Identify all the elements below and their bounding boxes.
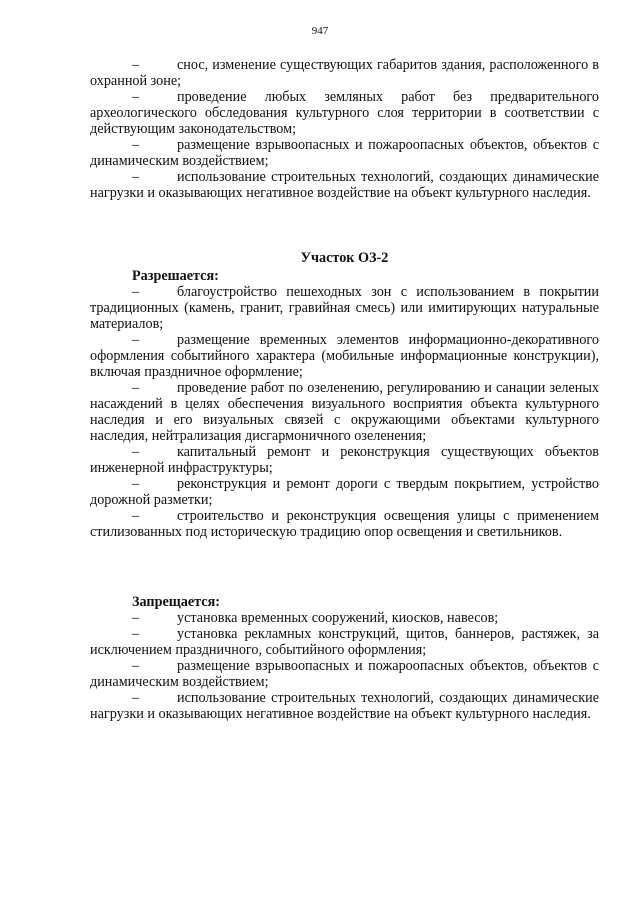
list-item-text: использование строительных технологий, создающих динамические нагрузки и оказывающих негативное воздействие на объект культурного наследия. xyxy=(90,690,599,722)
list-item xyxy=(90,444,599,476)
dash-marker: – xyxy=(132,444,140,460)
list-item-text: установка рекламных конструкций, щитов, баннеров, растяжек, за исключением праздничного, событийного оформления; xyxy=(90,626,599,658)
list-item-text: капитальный ремонт и реконструкция существующих объектов инженерной инфраструктуры; xyxy=(90,444,599,476)
list-item xyxy=(90,626,599,658)
dash-marker: – xyxy=(132,658,140,674)
section-block xyxy=(90,250,599,266)
list-item xyxy=(90,476,599,508)
dash-marker: – xyxy=(132,169,140,185)
list-item-text: реконструкция и ремонт дороги с твердым покрытием, устройство дорожной разметки; xyxy=(90,476,599,508)
list-item-text: снос, изменение существующих габаритов здания, расположенного в охранной зоне; xyxy=(90,57,599,89)
dash-marker: – xyxy=(132,89,140,105)
list-item xyxy=(90,332,599,380)
forbidden-block xyxy=(90,594,599,722)
page-number: 947 xyxy=(311,25,329,37)
dash-marker: – xyxy=(132,626,140,642)
dash-marker: – xyxy=(132,610,140,626)
list-item xyxy=(90,169,599,201)
list-item-text: проведение работ по озеленению, регулированию и санации зеленых насаждений в целях обеспечения визуального восприятия объекта культурного наследия и его визуальных связей с окружающими объектами культурного наследия, нейтрализация дисгармоничного озеленения; xyxy=(90,380,599,444)
dash-marker: – xyxy=(132,508,140,524)
list-item xyxy=(90,89,599,137)
dash-marker: – xyxy=(132,57,140,73)
list-item-text: размещение взрывоопасных и пожароопасных объектов, объектов с динамическим воздействием; xyxy=(90,658,599,690)
dash-marker: – xyxy=(132,380,140,396)
top-restrictions-list xyxy=(90,57,599,201)
list-item xyxy=(90,57,599,89)
forbidden-heading: Запрещается: xyxy=(132,594,220,610)
list-item xyxy=(90,610,599,626)
list-item-text: размещение взрывоопасных и пожароопасных объектов, объектов с динамическим воздействием; xyxy=(90,137,599,169)
dash-marker: – xyxy=(132,284,140,300)
allowed-heading: Разрешается: xyxy=(132,268,219,284)
list-item xyxy=(90,380,599,444)
dash-marker: – xyxy=(132,332,140,348)
section-title: Участок ОЗ-2 xyxy=(300,250,389,266)
list-item xyxy=(90,690,599,722)
list-item-text: использование строительных технологий, создающих динамические нагрузки и оказывающих негативное воздействие на объект культурного наследия. xyxy=(90,169,599,201)
allowed-block xyxy=(90,268,599,540)
list-item xyxy=(90,137,599,169)
list-item xyxy=(90,658,599,690)
list-item-text: размещение временных элементов информационно-декоративного оформления событийного характера (мобильные информационные конструкции), включая праздничное оформление; xyxy=(90,332,599,380)
dash-marker: – xyxy=(132,137,140,153)
list-item xyxy=(90,508,599,540)
list-item xyxy=(90,284,599,332)
list-item-text: строительство и реконструкция освещения улицы с применением стилизованных под историческую традицию опор освещения и светильников. xyxy=(90,508,599,540)
list-item-text: благоустройство пешеходных зон с использованием в покрытии традиционных (камень, гранит, гравийная смесь) или имитирующих натуральные материалов; xyxy=(90,284,599,332)
list-item-text: установка временных сооружений, киосков, навесов; xyxy=(177,610,499,626)
dash-marker: – xyxy=(132,690,140,706)
list-item-text: проведение любых земляных работ без предварительного археологического обследования культурного слоя территории в соответствии с действующим законодательством; xyxy=(90,89,599,137)
dash-marker: – xyxy=(132,476,140,492)
